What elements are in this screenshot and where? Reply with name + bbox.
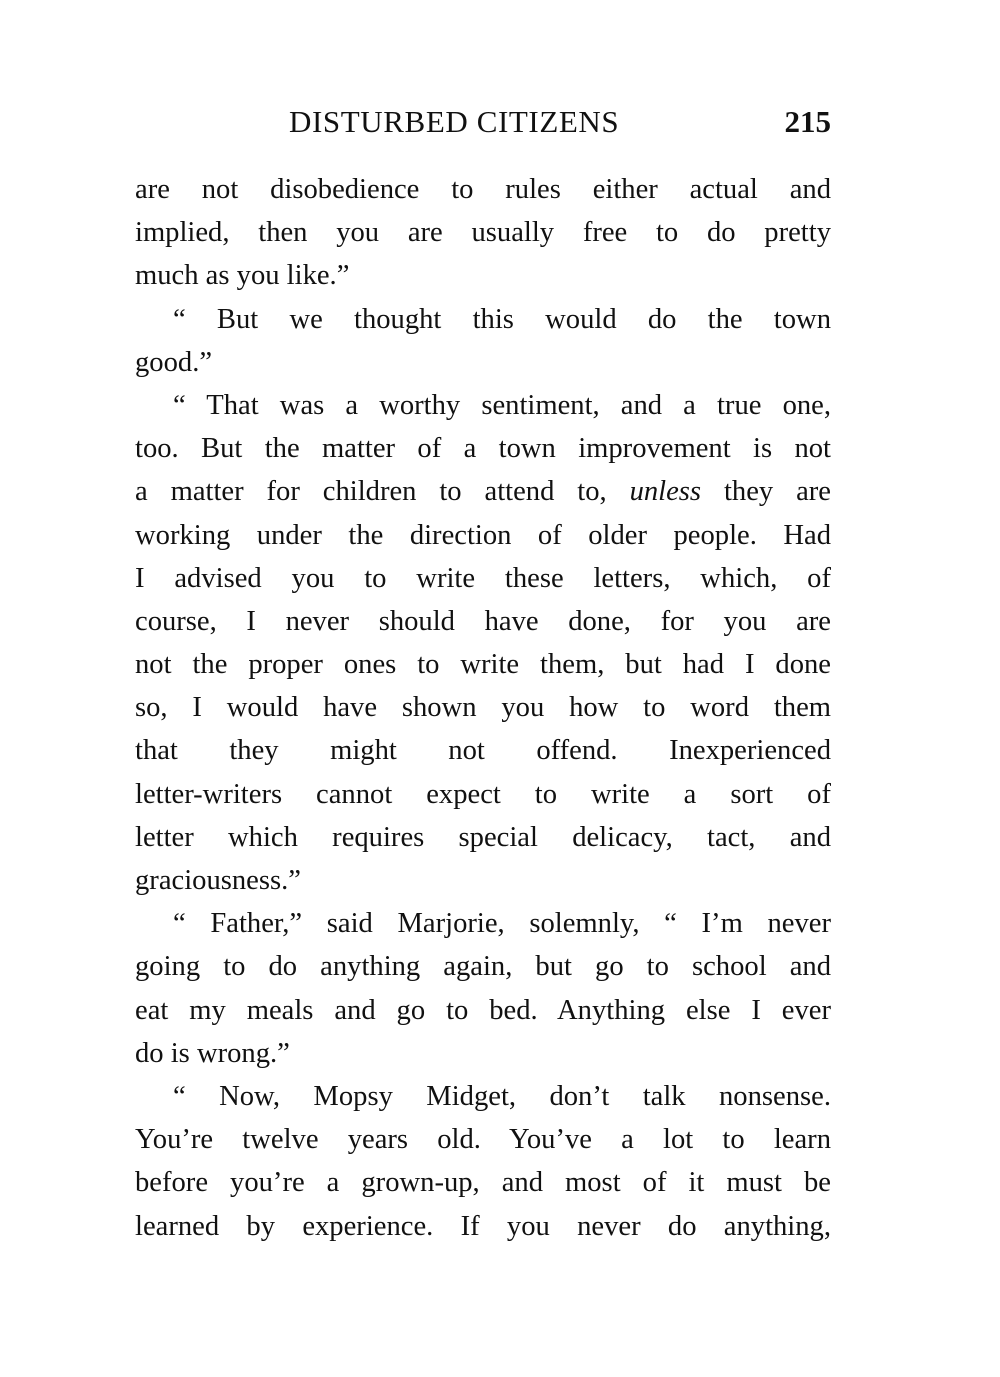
text-line: course, I never should have done, for you are — [135, 605, 831, 637]
text-line: do is wrong.” — [135, 1037, 290, 1069]
text-line: “ But we thought this would do the town — [173, 303, 831, 335]
text-line: I advised you to write these letters, which, of — [135, 562, 831, 594]
text-line: You’re twelve years old. You’ve a lot to learn — [135, 1124, 831, 1156]
text-line: learned by experience. If you never do anything, — [135, 1210, 831, 1242]
running-title: DISTURBED CITIZENS — [289, 104, 620, 139]
text-line: letter which requires special delicacy, tact, and — [135, 821, 831, 853]
text-line: that they might not offend. Inexperienced — [135, 735, 831, 767]
paragraph-4 — [135, 902, 831, 1075]
text-line: “ That was a worthy sentiment, and a true one, — [173, 389, 831, 421]
text-line: eat my meals and go to bed. Anything else I ever — [135, 994, 831, 1026]
text-line: good.” — [135, 346, 213, 378]
paragraph-3 — [135, 384, 831, 902]
text-line: “ Father,” said Marjorie, solemnly, “ I’m never — [173, 908, 831, 940]
text-line-with-emphasis — [135, 470, 831, 513]
text-line: going to do anything again, but go to school and — [135, 951, 831, 983]
text-line: working under the direction of older people. Had — [135, 519, 831, 551]
page-header — [135, 100, 831, 148]
text-line: before you’re a grown-up, and most of it must be — [135, 1167, 831, 1199]
text-line: graciousness.” — [135, 865, 301, 896]
text-run: they are — [701, 476, 831, 508]
paragraph-1 — [135, 168, 831, 298]
text-line: much as you like.” — [135, 260, 350, 292]
body-text — [135, 168, 831, 1248]
text-run: a matter for children to attend to, — [135, 476, 630, 508]
text-line: “ Now, Mopsy Midget, don’t talk nonsense. — [173, 1080, 831, 1112]
text-line: not the proper ones to write them, but had I done — [135, 649, 831, 681]
paragraph-5 — [135, 1075, 831, 1248]
text-line: are not disobedience to rules either actual and — [135, 174, 831, 205]
text-line: implied, then you are usually free to do pretty — [135, 217, 831, 249]
book-page — [135, 100, 831, 1248]
page-number: 215 — [784, 104, 831, 139]
emphasis-word: unless — [629, 476, 702, 508]
text-line: so, I would have shown you how to word them — [135, 692, 831, 724]
text-line: too. But the matter of a town improvement is not — [135, 433, 831, 465]
text-line: letter-writers cannot expect to write a sort of — [135, 778, 831, 810]
paragraph-2 — [135, 298, 831, 384]
